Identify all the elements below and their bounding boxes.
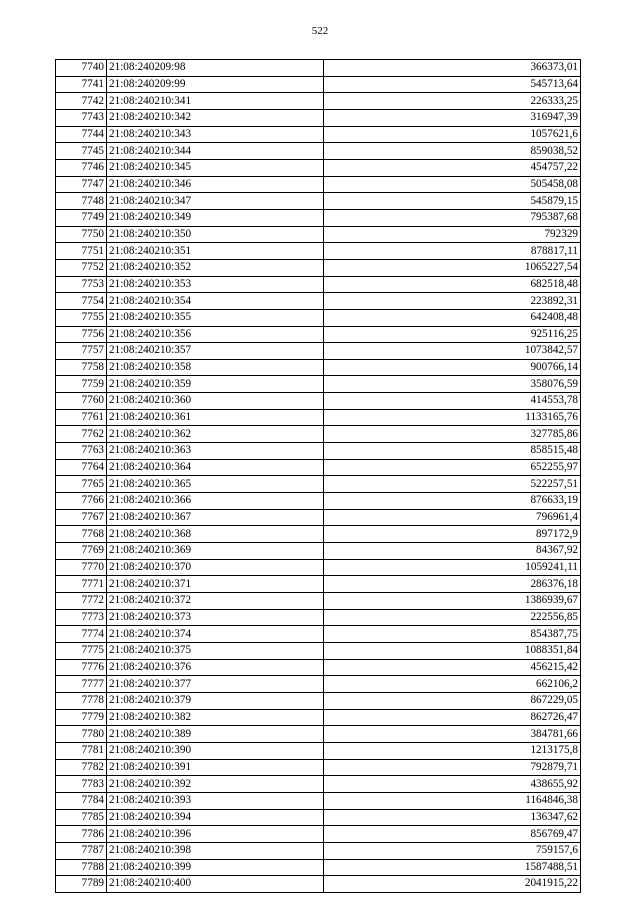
cadastral-number: 21:08:240210:362 xyxy=(107,426,324,443)
cadastral-value: 456215,42 xyxy=(324,659,581,676)
cadastral-number: 21:08:240210:366 xyxy=(107,493,324,510)
cadastral-value: 505458,08 xyxy=(324,176,581,193)
cadastral-number: 21:08:240210:394 xyxy=(107,809,324,826)
table-row xyxy=(56,609,581,626)
table-row xyxy=(56,176,581,193)
row-number: 7764 xyxy=(56,459,107,476)
cadastral-number: 21:08:240210:400 xyxy=(107,876,324,893)
table-row xyxy=(56,493,581,510)
cadastral-value: 1213175,8 xyxy=(324,742,581,759)
cadastral-value: 1386939,67 xyxy=(324,593,581,610)
cadastral-value: 2041915,22 xyxy=(324,876,581,893)
cadastral-number: 21:08:240210:393 xyxy=(107,792,324,809)
cadastral-number: 21:08:240210:389 xyxy=(107,726,324,743)
table-row xyxy=(56,692,581,709)
row-number: 7747 xyxy=(56,176,107,193)
row-number: 7772 xyxy=(56,593,107,610)
cadastral-value: 226333,25 xyxy=(324,93,581,110)
table-body xyxy=(56,60,581,893)
table-row xyxy=(56,259,581,276)
cadastral-value: 1065227,54 xyxy=(324,259,581,276)
row-number: 7778 xyxy=(56,692,107,709)
table-row xyxy=(56,243,581,260)
cadastral-number: 21:08:240210:351 xyxy=(107,243,324,260)
table-row xyxy=(56,359,581,376)
cadastral-value: 358076,59 xyxy=(324,376,581,393)
row-number: 7756 xyxy=(56,326,107,343)
cadastral-value: 1073842,57 xyxy=(324,343,581,360)
cadastral-number: 21:08:240210:347 xyxy=(107,193,324,210)
cadastral-number: 21:08:240210:355 xyxy=(107,309,324,326)
cadastral-number: 21:08:240210:342 xyxy=(107,109,324,126)
cadastral-value: 796961,4 xyxy=(324,509,581,526)
cadastral-value: 652255,97 xyxy=(324,459,581,476)
cadastral-value: 876633,19 xyxy=(324,493,581,510)
table-row xyxy=(56,393,581,410)
row-number: 7766 xyxy=(56,493,107,510)
cadastral-value: 795387,68 xyxy=(324,209,581,226)
row-number: 7782 xyxy=(56,759,107,776)
cadastral-number: 21:08:240210:367 xyxy=(107,509,324,526)
cadastral-number: 21:08:240210:364 xyxy=(107,459,324,476)
row-number: 7740 xyxy=(56,60,107,77)
table-row xyxy=(56,709,581,726)
cadastral-value: 642408,48 xyxy=(324,309,581,326)
table-row xyxy=(56,792,581,809)
row-number: 7767 xyxy=(56,509,107,526)
data-table xyxy=(55,59,581,893)
row-number: 7777 xyxy=(56,676,107,693)
cadastral-value: 366373,01 xyxy=(324,60,581,77)
cadastral-number: 21:08:240210:354 xyxy=(107,293,324,310)
row-number: 7771 xyxy=(56,576,107,593)
cadastral-value: 84367,92 xyxy=(324,543,581,560)
cadastral-value: 222556,85 xyxy=(324,609,581,626)
row-number: 7768 xyxy=(56,526,107,543)
row-number: 7752 xyxy=(56,259,107,276)
cadastral-value: 792879,71 xyxy=(324,759,581,776)
row-number: 7745 xyxy=(56,143,107,160)
table-row xyxy=(56,409,581,426)
table-row xyxy=(56,859,581,876)
table-row xyxy=(56,309,581,326)
table-row xyxy=(56,326,581,343)
row-number: 7775 xyxy=(56,642,107,659)
table-row xyxy=(56,576,581,593)
cadastral-value: 545713,64 xyxy=(324,76,581,93)
cadastral-number: 21:08:240210:358 xyxy=(107,359,324,376)
cadastral-value: 925116,25 xyxy=(324,326,581,343)
table-row xyxy=(56,509,581,526)
row-number: 7754 xyxy=(56,293,107,310)
cadastral-number: 21:08:240210:382 xyxy=(107,709,324,726)
cadastral-value: 1057621,6 xyxy=(324,126,581,143)
row-number: 7780 xyxy=(56,726,107,743)
row-number: 7762 xyxy=(56,426,107,443)
cadastral-number: 21:08:240210:373 xyxy=(107,609,324,626)
cadastral-number: 21:08:240210:349 xyxy=(107,209,324,226)
table-row xyxy=(56,626,581,643)
table-row xyxy=(56,93,581,110)
row-number: 7788 xyxy=(56,859,107,876)
table-row xyxy=(56,143,581,160)
cadastral-number: 21:08:240210:398 xyxy=(107,842,324,859)
row-number: 7746 xyxy=(56,159,107,176)
table-row xyxy=(56,443,581,460)
row-number: 7751 xyxy=(56,243,107,260)
row-number: 7744 xyxy=(56,126,107,143)
cadastral-number: 21:08:240210:369 xyxy=(107,543,324,560)
cadastral-value: 1164846,38 xyxy=(324,792,581,809)
cadastral-value: 858515,48 xyxy=(324,443,581,460)
cadastral-number: 21:08:240210:390 xyxy=(107,742,324,759)
cadastral-number: 21:08:240210:344 xyxy=(107,143,324,160)
table-row xyxy=(56,209,581,226)
cadastral-number: 21:08:240210:345 xyxy=(107,159,324,176)
cadastral-number: 21:08:240210:365 xyxy=(107,476,324,493)
table-row xyxy=(56,276,581,293)
table-row xyxy=(56,426,581,443)
row-number: 7763 xyxy=(56,443,107,460)
row-number: 7753 xyxy=(56,276,107,293)
cadastral-number: 21:08:240210:399 xyxy=(107,859,324,876)
cadastral-number: 21:08:240210:346 xyxy=(107,176,324,193)
cadastral-number: 21:08:240210:352 xyxy=(107,259,324,276)
cadastral-value: 136347,62 xyxy=(324,809,581,826)
table-row xyxy=(56,376,581,393)
row-number: 7783 xyxy=(56,776,107,793)
cadastral-number: 21:08:240210:353 xyxy=(107,276,324,293)
cadastral-number: 21:08:240210:370 xyxy=(107,559,324,576)
cadastral-number: 21:08:240210:396 xyxy=(107,826,324,843)
row-number: 7760 xyxy=(56,393,107,410)
table-row xyxy=(56,293,581,310)
table-row xyxy=(56,343,581,360)
table-row xyxy=(56,659,581,676)
cadastral-value: 900766,14 xyxy=(324,359,581,376)
cadastral-number: 21:08:240210:375 xyxy=(107,642,324,659)
table-row xyxy=(56,159,581,176)
row-number: 7759 xyxy=(56,376,107,393)
table-row xyxy=(56,193,581,210)
row-number: 7761 xyxy=(56,409,107,426)
row-number: 7779 xyxy=(56,709,107,726)
cadastral-value: 759157,6 xyxy=(324,842,581,859)
cadastral-number: 21:08:240210:341 xyxy=(107,93,324,110)
row-number: 7774 xyxy=(56,626,107,643)
cadastral-number: 21:08:240210:391 xyxy=(107,759,324,776)
cadastral-value: 1587488,51 xyxy=(324,859,581,876)
cadastral-value: 327785,86 xyxy=(324,426,581,443)
cadastral-number: 21:08:240210:392 xyxy=(107,776,324,793)
cadastral-number: 21:08:240210:372 xyxy=(107,593,324,610)
row-number: 7755 xyxy=(56,309,107,326)
row-number: 7750 xyxy=(56,226,107,243)
cadastral-number: 21:08:240210:368 xyxy=(107,526,324,543)
cadastral-number: 21:08:240210:361 xyxy=(107,409,324,426)
table-row xyxy=(56,726,581,743)
cadastral-value: 862726,47 xyxy=(324,709,581,726)
table-row xyxy=(56,759,581,776)
cadastral-value: 856769,47 xyxy=(324,826,581,843)
cadastral-value: 878817,11 xyxy=(324,243,581,260)
table-row xyxy=(56,559,581,576)
row-number: 7769 xyxy=(56,543,107,560)
cadastral-value: 454757,22 xyxy=(324,159,581,176)
table-row xyxy=(56,459,581,476)
cadastral-value: 438655,92 xyxy=(324,776,581,793)
table-row xyxy=(56,76,581,93)
cadastral-value: 792329 xyxy=(324,226,581,243)
cadastral-value: 682518,48 xyxy=(324,276,581,293)
table-row xyxy=(56,842,581,859)
table-row xyxy=(56,226,581,243)
table-row xyxy=(56,526,581,543)
table-row xyxy=(56,60,581,77)
cadastral-value: 859038,52 xyxy=(324,143,581,160)
cadastral-number: 21:08:240210:377 xyxy=(107,676,324,693)
cadastral-number: 21:08:240209:99 xyxy=(107,76,324,93)
cadastral-value: 384781,66 xyxy=(324,726,581,743)
cadastral-value: 1133165,76 xyxy=(324,409,581,426)
row-number: 7749 xyxy=(56,209,107,226)
cadastral-number: 21:08:240210:350 xyxy=(107,226,324,243)
cadastral-number: 21:08:240210:363 xyxy=(107,443,324,460)
row-number: 7765 xyxy=(56,476,107,493)
cadastral-number: 21:08:240210:359 xyxy=(107,376,324,393)
row-number: 7785 xyxy=(56,809,107,826)
row-number: 7741 xyxy=(56,76,107,93)
cadastral-value: 1088351,84 xyxy=(324,642,581,659)
row-number: 7773 xyxy=(56,609,107,626)
table-row xyxy=(56,543,581,560)
cadastral-value: 545879,15 xyxy=(324,193,581,210)
cadastral-value: 223892,31 xyxy=(324,293,581,310)
row-number: 7770 xyxy=(56,559,107,576)
cadastral-number: 21:08:240210:371 xyxy=(107,576,324,593)
cadastral-number: 21:08:240210:379 xyxy=(107,692,324,709)
table-row xyxy=(56,742,581,759)
cadastral-value: 286376,18 xyxy=(324,576,581,593)
cadastral-value: 316947,39 xyxy=(324,109,581,126)
cadastral-value: 854387,75 xyxy=(324,626,581,643)
cadastral-number: 21:08:240210:360 xyxy=(107,393,324,410)
row-number: 7784 xyxy=(56,792,107,809)
table-row xyxy=(56,593,581,610)
cadastral-value: 522257,51 xyxy=(324,476,581,493)
cadastral-number: 21:08:240209:98 xyxy=(107,60,324,77)
table-row xyxy=(56,109,581,126)
cadastral-value: 867229,05 xyxy=(324,692,581,709)
cadastral-value: 1059241,11 xyxy=(324,559,581,576)
row-number: 7742 xyxy=(56,93,107,110)
row-number: 7758 xyxy=(56,359,107,376)
table-row xyxy=(56,642,581,659)
cadastral-value: 897172,9 xyxy=(324,526,581,543)
table-row xyxy=(56,676,581,693)
cadastral-number: 21:08:240210:357 xyxy=(107,343,324,360)
row-number: 7789 xyxy=(56,876,107,893)
table-row xyxy=(56,809,581,826)
cadastral-value: 662106,2 xyxy=(324,676,581,693)
table-row xyxy=(56,476,581,493)
cadastral-number: 21:08:240210:376 xyxy=(107,659,324,676)
row-number: 7743 xyxy=(56,109,107,126)
cadastral-number: 21:08:240210:374 xyxy=(107,626,324,643)
table-row xyxy=(56,776,581,793)
row-number: 7787 xyxy=(56,842,107,859)
table-row xyxy=(56,826,581,843)
table-row xyxy=(56,126,581,143)
page-number: 522 xyxy=(311,25,329,37)
row-number: 7781 xyxy=(56,742,107,759)
table-row xyxy=(56,876,581,893)
row-number: 7748 xyxy=(56,193,107,210)
row-number: 7757 xyxy=(56,343,107,360)
cadastral-number: 21:08:240210:343 xyxy=(107,126,324,143)
row-number: 7776 xyxy=(56,659,107,676)
cadastral-number: 21:08:240210:356 xyxy=(107,326,324,343)
cadastral-value: 414553,78 xyxy=(324,393,581,410)
row-number: 7786 xyxy=(56,826,107,843)
